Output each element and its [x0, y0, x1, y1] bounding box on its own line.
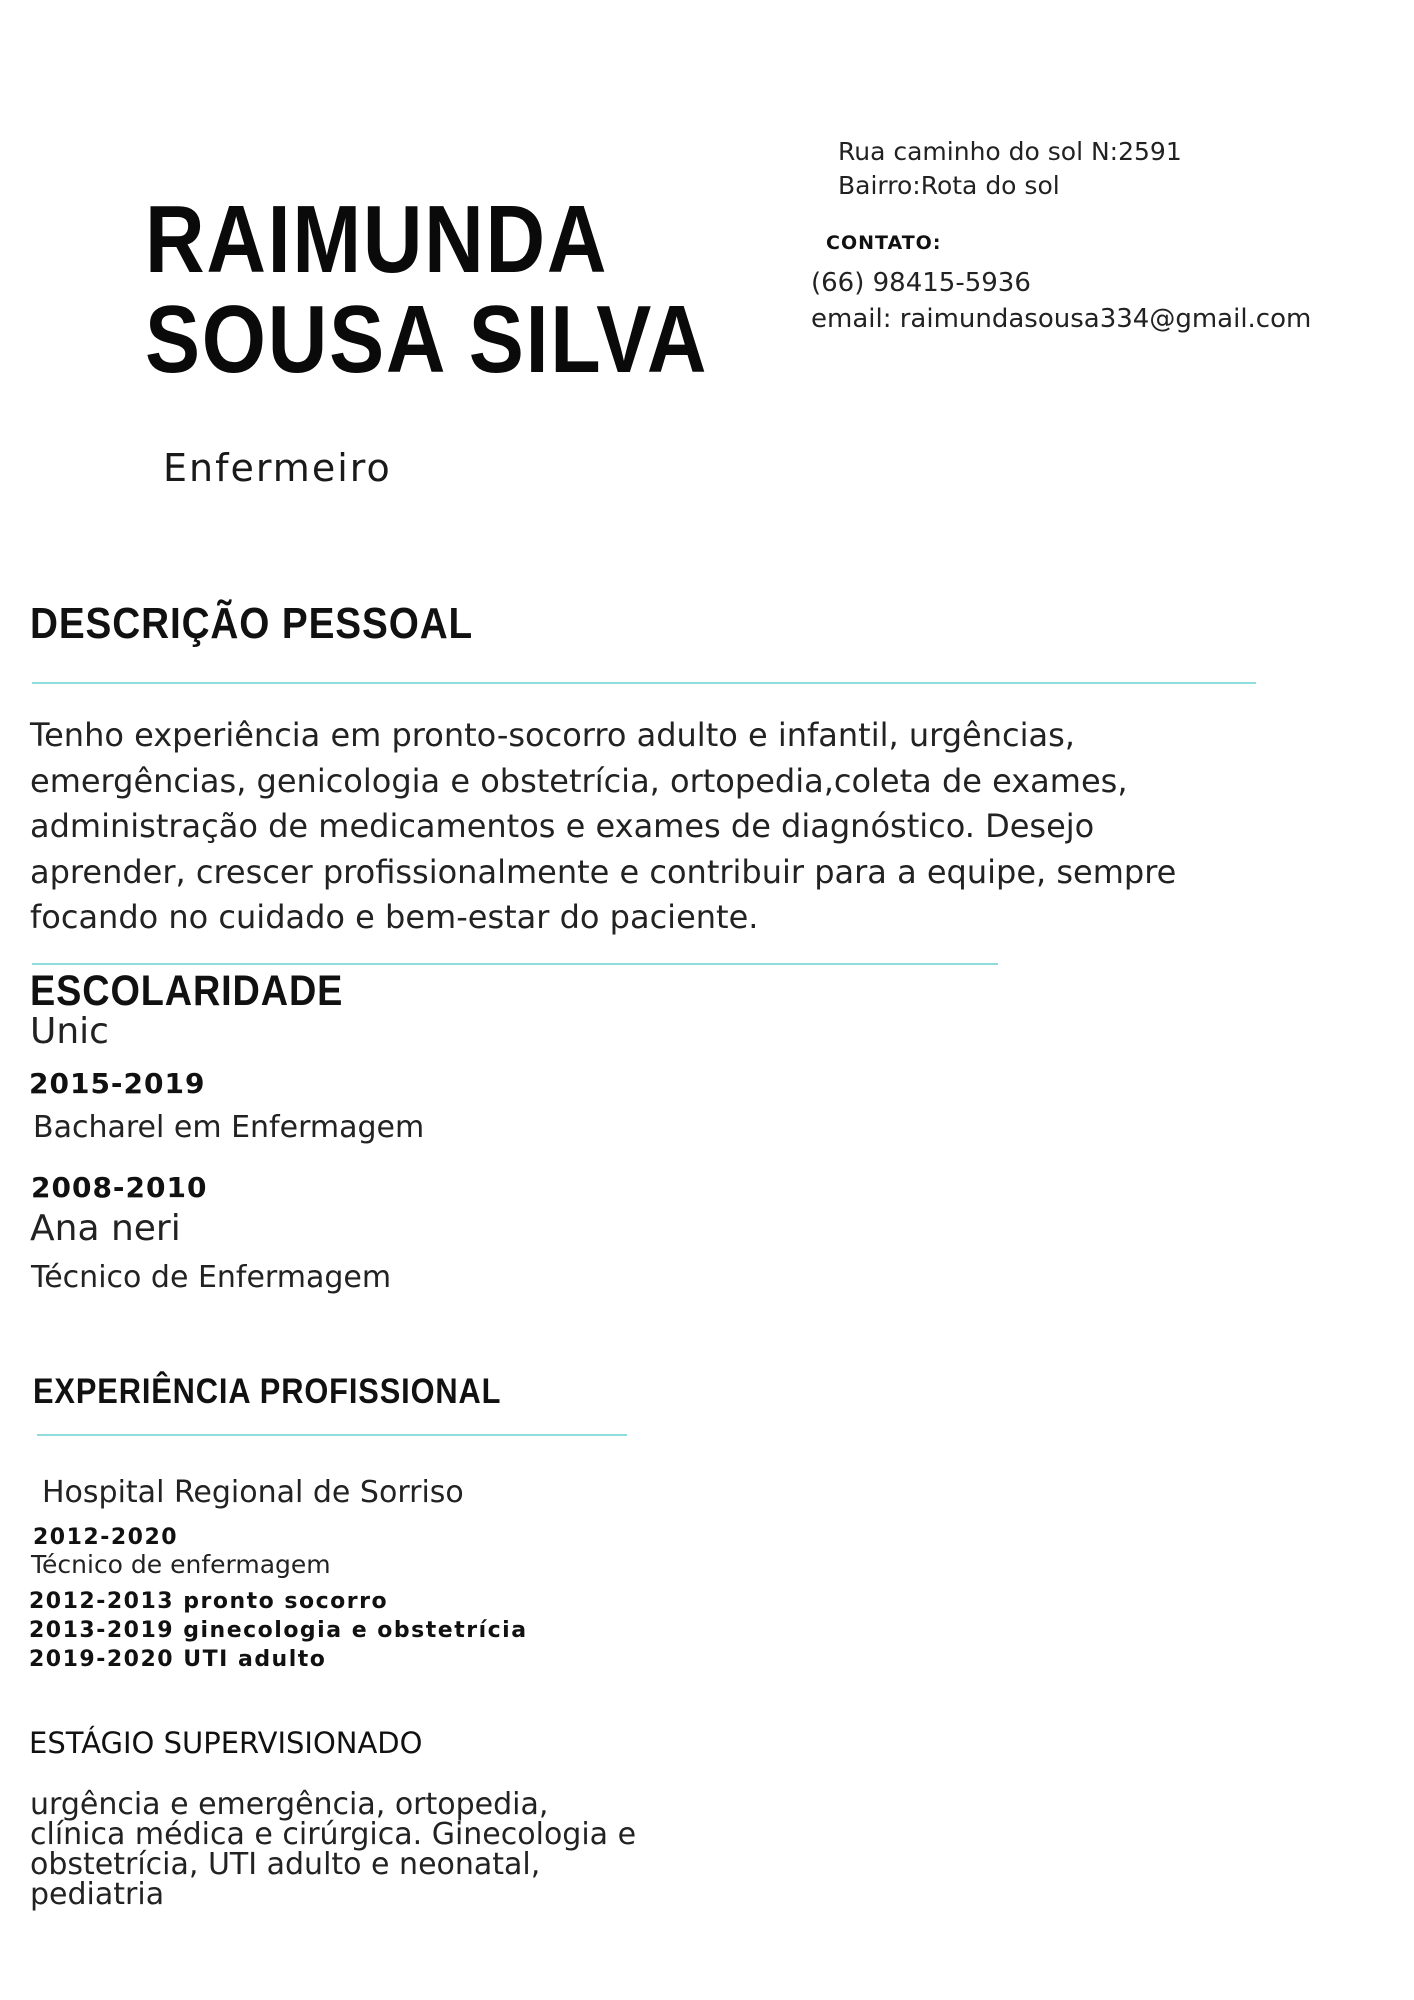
address-street: Rua caminho do sol N:2591: [838, 137, 1182, 166]
experience-heading: EXPERIÊNCIA PROFISSIONAL: [33, 1372, 502, 1411]
email: email: raimundasousa334@gmail.com: [811, 304, 1312, 334]
education-divider: [32, 963, 998, 965]
description-heading: DESCRIÇÃO PESSOAL: [30, 599, 474, 648]
education-heading: ESCOLARIDADE: [30, 967, 344, 1015]
name-first: RAIMUNDA: [145, 186, 609, 293]
role: Técnico de enfermagem: [31, 1550, 331, 1579]
school-years: 2008-2010: [31, 1171, 208, 1204]
experience-detail: 2013-2019 ginecologia e obstetrícia: [29, 1618, 528, 1643]
name-last: SOUSA SILVA: [145, 286, 709, 393]
address-district: Bairro:Rota do sol: [838, 171, 1060, 200]
contact-label: CONTATO:: [826, 232, 942, 254]
job-title: Enfermeiro: [163, 446, 392, 490]
description-divider: [32, 682, 1256, 684]
phone: (66) 98415-5936: [811, 268, 1031, 298]
internship-text: urgência e emergência, ortopedia, clínica médica e cirúrgica. Ginecologia e obstetrícia, UTI adulto e neonatal, pediatria: [30, 1787, 637, 1912]
school-years: 2015-2019: [29, 1067, 206, 1100]
experience-detail: 2019-2020 UTI adulto: [29, 1647, 327, 1672]
degree: Bacharel em Enfermagem: [33, 1110, 425, 1145]
degree: Técnico de Enfermagem: [31, 1260, 392, 1295]
school-name: Unic: [30, 1011, 109, 1052]
experience-divider: [37, 1434, 627, 1436]
employment-years: 2012-2020: [33, 1525, 179, 1550]
experience-detail: 2012-2013 pronto socorro: [29, 1589, 389, 1614]
school-name: Ana neri: [30, 1208, 181, 1249]
description-text: Tenho experiência em pronto-socorro adulto e infantil, urgências, emergências, genicologia e obstetrícia, ortopedia,coleta de exames, administração de medicamentos e exames de diagnóstico. Desejo aprender, crescer profissionalmente e contribuir para a equipe, sempre focando no cuidado e bem-estar do paciente.: [30, 716, 1177, 936]
employer: Hospital Regional de Sorriso: [42, 1475, 464, 1510]
internship-heading: ESTÁGIO SUPERVISIONADO: [29, 1726, 423, 1760]
